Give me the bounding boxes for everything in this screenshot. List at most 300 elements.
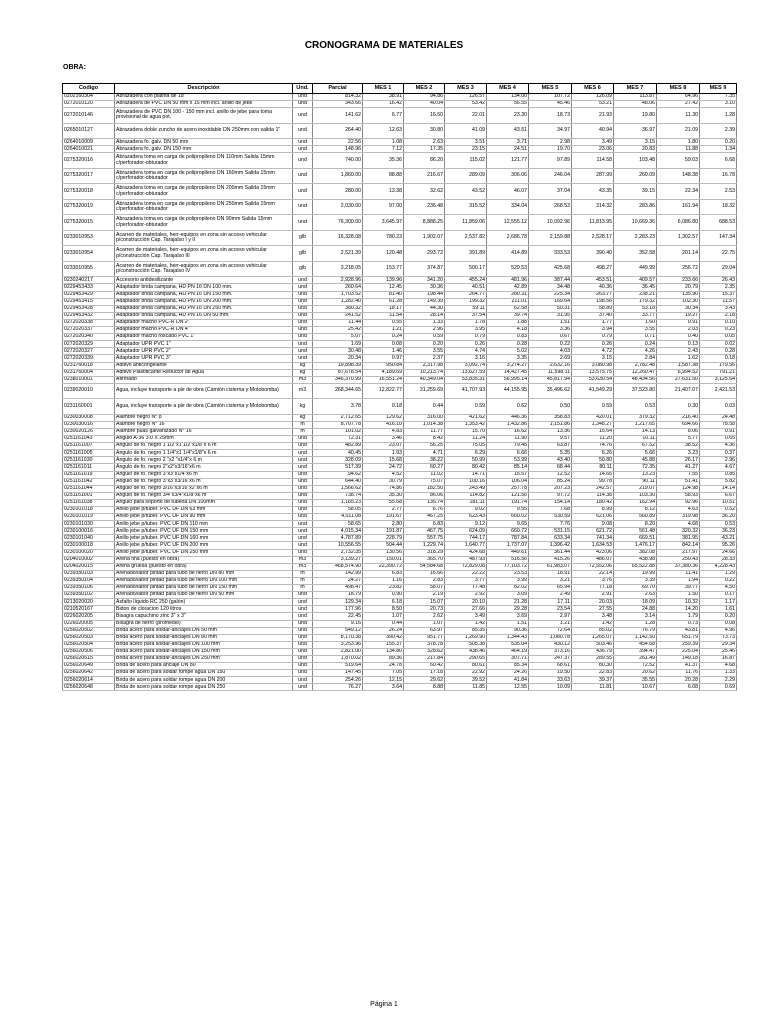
mes-4-value: 3.71 bbox=[487, 139, 529, 146]
mes-7-value: 409.57 bbox=[614, 277, 657, 284]
mes-7-value: 162.94 bbox=[614, 499, 657, 506]
mes-2-value: 293.72 bbox=[404, 246, 445, 262]
mes-4-value: 82.02 bbox=[487, 585, 529, 592]
item-unit: und bbox=[293, 478, 313, 485]
mes-5-value: 1,151.86 bbox=[529, 421, 572, 428]
item-unit: und bbox=[293, 677, 313, 684]
mes-5-value: 12.52 bbox=[529, 471, 572, 478]
mes-2-value: 15.07 bbox=[404, 599, 445, 606]
mes-2-value: 182.50 bbox=[404, 485, 445, 492]
mes-4-value: 42.89 bbox=[487, 284, 529, 291]
table-row bbox=[63, 613, 737, 620]
item-description: Agua, incluye transporte a pie de obra (Camión cisterna y Motobomba) bbox=[115, 399, 293, 415]
mes-5-value: 268.53 bbox=[529, 199, 572, 215]
item-description: Brida de acero para soldar rompe agua DN 150 bbox=[115, 670, 293, 677]
mes-6-value: 0.59 bbox=[572, 399, 614, 415]
mes-9-value: 7.35 bbox=[700, 94, 737, 101]
mes-7-value: 0.53 bbox=[614, 399, 657, 415]
mes-6-value: 72,552.06 bbox=[572, 563, 614, 570]
mes-6-value: 503.46 bbox=[572, 641, 614, 648]
mes-7-value: 18.09 bbox=[614, 599, 657, 606]
mes-3-value: 23.15 bbox=[445, 146, 487, 153]
mes-3-value: 11,859.06 bbox=[445, 215, 487, 231]
mes-6-value: 2.91 bbox=[572, 592, 614, 599]
mes-2-value: 1.07 bbox=[404, 620, 445, 627]
item-unit: und bbox=[293, 108, 313, 124]
mes-2-value: 54,584.68 bbox=[404, 563, 445, 570]
mes-1-value: 12.15 bbox=[363, 677, 404, 684]
mes-8-value: 217.97 bbox=[657, 549, 700, 556]
mes-9-value: 1.61 bbox=[700, 606, 737, 613]
mes-8-value: 14.20 bbox=[657, 606, 700, 613]
mes-7-value: 65,522.88 bbox=[614, 563, 657, 570]
item-unit: und bbox=[293, 655, 313, 662]
mes-1-value: 129.62 bbox=[363, 414, 404, 421]
table-row bbox=[63, 648, 737, 655]
mes-6-value: 3.48 bbox=[572, 613, 614, 620]
mes-1-value: 7.05 bbox=[363, 670, 404, 677]
item-description: Abrazadera fo. galv. DN 50 mm bbox=[115, 139, 293, 146]
mes-8-value: 5.77 bbox=[657, 436, 700, 443]
item-code: 0233010954 bbox=[63, 246, 115, 262]
mes-1-value: 4.83 bbox=[363, 428, 404, 435]
mes-2-value: 1,229.74 bbox=[404, 542, 445, 549]
mes-2-value: 4.71 bbox=[404, 450, 445, 457]
mes-5-value: 1.51 bbox=[529, 319, 572, 326]
item-code: 0251161042 bbox=[63, 478, 115, 485]
item-unit: kg bbox=[293, 414, 313, 421]
mes-9-value: 25.46 bbox=[700, 648, 737, 655]
mes-9-value: 0.52 bbox=[700, 507, 737, 514]
mes-8-value: 51.41 bbox=[657, 478, 700, 485]
item-code: 0251161038 bbox=[63, 499, 115, 506]
mes-1-value: 23.82 bbox=[363, 585, 404, 592]
mes-1-value: 61.28 bbox=[363, 298, 404, 305]
mes-2-value: 60.27 bbox=[404, 464, 445, 471]
mes-1-value: 416.10 bbox=[363, 421, 404, 428]
item-parcial: 9.16 bbox=[313, 620, 363, 627]
item-code: 0230101019 bbox=[63, 514, 115, 521]
mes-1-value: 38.91 bbox=[363, 94, 404, 101]
column-mes-9-header: MES 9 bbox=[700, 84, 737, 94]
mes-3-value: 3,092.74 bbox=[445, 362, 487, 369]
mes-5-value: 35,496.62 bbox=[529, 383, 572, 399]
item-description: Anillo jebe p/tuber. PVC UF DN 90 mm bbox=[115, 514, 293, 521]
item-code: 0275320019 bbox=[63, 199, 115, 215]
column-codigo-header: Codigo bbox=[63, 84, 115, 94]
mes-3-value: 2.92 bbox=[445, 592, 487, 599]
item-description: Arenado/labor pintad para tubo de fierro DN 150 mm bbox=[115, 585, 293, 592]
item-description: Anillo jebe p/tuber. PVC UF DN 200 mm bbox=[115, 542, 293, 549]
mes-7-value: 0.24 bbox=[614, 341, 657, 348]
mes-8-value: 27,631.50 bbox=[657, 376, 700, 383]
column-und-header: Und. bbox=[293, 84, 313, 94]
mes-9-value: 16.87 bbox=[700, 655, 737, 662]
item-code: 0213020020 bbox=[63, 599, 115, 606]
item-code: 0230100016 bbox=[63, 528, 115, 535]
item-description: Agua, incluye transporte a pie de obra (Camión cisterna y Motobomba) bbox=[115, 383, 293, 399]
mes-2-value: 467.25 bbox=[404, 514, 445, 521]
mes-6-value: 114.38 bbox=[572, 492, 614, 499]
mes-7-value: 260.09 bbox=[614, 168, 657, 184]
mes-7-value: 72.52 bbox=[614, 663, 657, 670]
mes-6-value: 114.58 bbox=[572, 153, 614, 169]
item-description: Adaptador macho roscado PVC 1" bbox=[115, 334, 293, 341]
mes-9-value: 2.35 bbox=[700, 284, 737, 291]
mes-1-value: 191.67 bbox=[363, 514, 404, 521]
mes-9-value: 0.18 bbox=[700, 355, 737, 362]
mes-8-value: 6,994.52 bbox=[657, 369, 700, 376]
item-code: 0251161019 bbox=[63, 471, 115, 478]
table-row bbox=[63, 139, 737, 146]
table-row bbox=[63, 663, 737, 670]
item-description: Angulo de fo. negro 3/4"x3/4"x1/8"x6 m bbox=[115, 492, 293, 499]
mes-9-value: 73.73 bbox=[700, 634, 737, 641]
mes-4-value: 21.28 bbox=[487, 599, 529, 606]
item-unit: und bbox=[293, 450, 313, 457]
table-row bbox=[63, 641, 737, 648]
item-parcial: 740.00 bbox=[313, 153, 363, 169]
mes-7-value: 39.15 bbox=[614, 184, 657, 200]
mes-2-value: 86.20 bbox=[404, 153, 445, 169]
item-code: 0230101018 bbox=[63, 507, 115, 514]
mes-5-value: 3.36 bbox=[529, 327, 572, 334]
item-unit: und bbox=[293, 641, 313, 648]
mes-5-value: 358.83 bbox=[529, 414, 572, 421]
table-row bbox=[63, 421, 737, 428]
item-parcial: 2,732.35 bbox=[313, 549, 363, 556]
mes-5-value: 10,092.96 bbox=[529, 215, 572, 231]
item-parcial: 18.79 bbox=[313, 592, 363, 599]
mes-3-value: 421.62 bbox=[445, 414, 487, 421]
mes-1-value: 6.18 bbox=[363, 599, 404, 606]
mes-3-value: 0.79 bbox=[445, 334, 487, 341]
mes-6-value: 436.79 bbox=[572, 648, 614, 655]
mes-4-value: 24.26 bbox=[487, 670, 529, 677]
mes-6-value: 3.49 bbox=[572, 139, 614, 146]
mes-9-value: 0.69 bbox=[700, 684, 737, 691]
mes-2-value: 316.00 bbox=[404, 414, 445, 421]
mes-3-value: 85.35 bbox=[445, 627, 487, 634]
mes-9-value: 179.56 bbox=[700, 362, 737, 369]
mes-2-value: 17.35 bbox=[404, 146, 445, 153]
mes-8-value: 124.98 bbox=[657, 485, 700, 492]
mes-4-value: 15.57 bbox=[487, 471, 529, 478]
item-description: Afirmado bbox=[115, 376, 293, 383]
table-row bbox=[63, 549, 737, 556]
table-row bbox=[63, 414, 737, 421]
item-unit: und bbox=[293, 123, 313, 139]
item-code: 0230020126 bbox=[63, 428, 115, 435]
item-unit: und bbox=[293, 606, 313, 613]
item-code: 0272020327 bbox=[63, 348, 115, 355]
item-code: 0229453433 bbox=[63, 284, 115, 291]
mes-6-value: 1,634.53 bbox=[572, 542, 614, 549]
mes-2-value: 2.62 bbox=[404, 613, 445, 620]
mes-6-value: 2,528.17 bbox=[572, 230, 614, 246]
item-code: 0272020339 bbox=[63, 355, 115, 362]
mes-2-value: 38.22 bbox=[404, 457, 445, 464]
mes-9-value: 10.51 bbox=[700, 499, 737, 506]
mes-7-value: 13.23 bbox=[614, 471, 657, 478]
table-row bbox=[63, 677, 737, 684]
mes-3-value: 4.74 bbox=[445, 348, 487, 355]
mes-7-value: 20.62 bbox=[614, 670, 657, 677]
mes-1-value: 4,189.69 bbox=[363, 369, 404, 376]
mes-2-value: 1,014.38 bbox=[404, 421, 445, 428]
mes-4-value: 14,427.45 bbox=[487, 369, 529, 376]
mes-3-value: 500.17 bbox=[445, 261, 487, 277]
item-code: 0238010001 bbox=[63, 376, 115, 383]
item-code: 0239350104 bbox=[63, 577, 115, 584]
mes-5-value: 4.03 bbox=[529, 348, 572, 355]
mes-9-value: 1.33 bbox=[700, 670, 737, 677]
mes-5-value: 19.50 bbox=[529, 670, 572, 677]
table-row bbox=[63, 376, 737, 383]
mes-9-value: 3,125.64 bbox=[700, 376, 737, 383]
table-row bbox=[63, 215, 737, 231]
mes-9-value: 28.33 bbox=[700, 556, 737, 563]
mes-3-value: 37.54 bbox=[445, 312, 487, 319]
item-description: Adaptador brida campana, HD PN 16 DN 250 mm. bbox=[115, 305, 293, 312]
item-parcial: 76,300.00 bbox=[313, 215, 363, 231]
item-code: 0233010955 bbox=[63, 261, 115, 277]
mes-8-value: 0.13 bbox=[657, 341, 700, 348]
mes-1-value: 8.50 bbox=[363, 606, 404, 613]
mes-2-value: 217.84 bbox=[404, 655, 445, 662]
item-description: Arenado/labor pintad para tubo de fierro DN 50 mm bbox=[115, 592, 293, 599]
table-row bbox=[63, 94, 737, 101]
mes-2-value: 31,259.69 bbox=[404, 383, 445, 399]
mes-2-value: 40,349.04 bbox=[404, 376, 445, 383]
item-code: 0256020506 bbox=[63, 648, 115, 655]
mes-1-value: 1.46 bbox=[363, 348, 404, 355]
mes-7-value: 352.58 bbox=[614, 246, 657, 262]
table-row bbox=[63, 199, 737, 215]
mes-1-value: 0.55 bbox=[363, 319, 404, 326]
item-unit: kg bbox=[293, 362, 313, 369]
mes-1-value: 120.48 bbox=[363, 246, 404, 262]
mes-6-value: 741.34 bbox=[572, 535, 614, 542]
mes-8-value: 1.62 bbox=[657, 355, 700, 362]
mes-7-value: 24.88 bbox=[614, 606, 657, 613]
mes-9-value: 0.20 bbox=[700, 613, 737, 620]
table-row bbox=[63, 341, 737, 348]
mes-5-value: 333.53 bbox=[529, 246, 572, 262]
mes-2-value: 236.48 bbox=[404, 199, 445, 215]
mes-7-value: 36.45 bbox=[614, 284, 657, 291]
mes-3-value: 77.48 bbox=[445, 585, 487, 592]
item-unit: und bbox=[293, 464, 313, 471]
mes-6-value: 20.03 bbox=[572, 599, 614, 606]
mes-8-value: 8.06 bbox=[657, 428, 700, 435]
mes-5-value: 207.23 bbox=[529, 485, 572, 492]
mes-4-value: 1,344.43 bbox=[487, 634, 529, 641]
table-row bbox=[63, 319, 737, 326]
mes-7-value: 10,669.36 bbox=[614, 215, 657, 231]
item-description: Anillo jebe p/tuber. PVC UF DN 63 mm bbox=[115, 507, 293, 514]
mes-4-value: 106.04 bbox=[487, 478, 529, 485]
mes-5-value: 430.12 bbox=[529, 641, 572, 648]
item-description: Alambre negro N° 16 bbox=[115, 421, 293, 428]
item-unit: m bbox=[293, 570, 313, 577]
mes-9-value: 0.20 bbox=[700, 139, 737, 146]
mes-8-value: 381.95 bbox=[657, 535, 700, 542]
table-row bbox=[63, 428, 737, 435]
mes-8-value: 135.90 bbox=[657, 291, 700, 298]
mes-8-value: 319.98 bbox=[657, 514, 700, 521]
mes-4-value: 44,155.95 bbox=[487, 383, 529, 399]
mes-3-value: 6.29 bbox=[445, 450, 487, 457]
table-row bbox=[63, 606, 737, 613]
item-parcial: 260.64 bbox=[313, 284, 363, 291]
mes-3-value: 391.89 bbox=[445, 246, 487, 262]
table-row bbox=[63, 168, 737, 184]
mes-3-value: 72,829.08 bbox=[445, 563, 487, 570]
mes-6-value: 40.94 bbox=[572, 123, 614, 139]
mes-7-value: 113.87 bbox=[614, 94, 657, 101]
mes-7-value: 2,283.23 bbox=[614, 230, 657, 246]
mes-2-value: 341.20 bbox=[404, 277, 445, 284]
mes-2-value: 16.66 bbox=[404, 570, 445, 577]
mes-2-value: 6.76 bbox=[404, 507, 445, 514]
item-description: Adaptador UPR PVC 3" bbox=[115, 355, 293, 362]
item-code: 0256020502 bbox=[63, 627, 115, 634]
item-description: Adaptador UPR PVC 1" bbox=[115, 341, 293, 348]
mes-6-value: 74.76 bbox=[572, 443, 614, 450]
mes-8-value: 41.27 bbox=[657, 464, 700, 471]
mes-8-value: 0.30 bbox=[657, 399, 700, 415]
item-unit: und bbox=[293, 528, 313, 535]
mes-2-value: 6.83 bbox=[404, 521, 445, 528]
item-code: 0275320016 bbox=[63, 153, 115, 169]
mes-6-value: 14.65 bbox=[572, 471, 614, 478]
item-code: 0229453428 bbox=[63, 305, 115, 312]
mes-6-value: 198.56 bbox=[572, 298, 614, 305]
mes-9-value: 6.67 bbox=[700, 492, 737, 499]
mes-5-value: 13.36 bbox=[529, 428, 572, 435]
table-row bbox=[63, 348, 737, 355]
mes-2-value: 32.62 bbox=[404, 184, 445, 200]
mes-3-value: 126.57 bbox=[445, 94, 487, 101]
mes-6-value: 486.07 bbox=[572, 556, 614, 563]
mes-7-value: 35.55 bbox=[614, 677, 657, 684]
mes-3-value: 1,269.90 bbox=[445, 634, 487, 641]
mes-8-value: 11.76 bbox=[657, 670, 700, 677]
mes-3-value: 80.61 bbox=[445, 663, 487, 670]
mes-1-value: 6.83 bbox=[363, 570, 404, 577]
item-description: Abrazadera toma en carga de polipropileno DN 110mm Salida 15mm c/perforador-obturador bbox=[115, 153, 293, 169]
mes-9-value: 36.20 bbox=[700, 514, 737, 521]
table-row bbox=[63, 355, 737, 362]
mes-8-value: 30.34 bbox=[657, 305, 700, 312]
item-code: 0230101040 bbox=[63, 535, 115, 542]
mes-2-value: 365.70 bbox=[404, 556, 445, 563]
mes-3-value: 455.24 bbox=[445, 277, 487, 284]
mes-5-value: 1,396.42 bbox=[529, 542, 572, 549]
item-description: Abrazadera fo. galv. DN 150 mm bbox=[115, 146, 293, 153]
mes-4-value: 85.14 bbox=[487, 464, 529, 471]
table-row bbox=[63, 123, 737, 139]
mes-4-value: 481.96 bbox=[487, 277, 529, 284]
table-row bbox=[63, 563, 737, 570]
mes-8-value: 20.28 bbox=[657, 677, 700, 684]
mes-9-value: 5.82 bbox=[700, 478, 737, 485]
mes-9-value: 2.53 bbox=[700, 184, 737, 200]
mes-5-value: 23.54 bbox=[529, 606, 572, 613]
mes-8-value: 320.32 bbox=[657, 528, 700, 535]
item-unit: und bbox=[293, 485, 313, 492]
mes-7-value: 0.71 bbox=[614, 334, 657, 341]
item-parcial: 380.32 bbox=[313, 305, 363, 312]
mes-1-value: 3.64 bbox=[363, 684, 404, 691]
mes-7-value: 379.32 bbox=[614, 414, 657, 421]
mes-2-value: 467.75 bbox=[404, 528, 445, 535]
mes-4-value: 77,103.72 bbox=[487, 563, 529, 570]
mes-5-value: 246.04 bbox=[529, 168, 572, 184]
mes-3-value: 438.46 bbox=[445, 648, 487, 655]
mes-3-value: 53.42 bbox=[445, 101, 487, 108]
mes-3-value: 50.99 bbox=[445, 457, 487, 464]
item-parcial: 5.07 bbox=[313, 334, 363, 341]
mes-4-value: 3.69 bbox=[487, 613, 529, 620]
mes-1-value: 1.07 bbox=[363, 613, 404, 620]
mes-1-value: 35.30 bbox=[363, 492, 404, 499]
item-code: 0272010146 bbox=[63, 108, 115, 124]
mes-2-value: 29.62 bbox=[404, 677, 445, 684]
mes-5-value: 68.44 bbox=[529, 464, 572, 471]
mes-2-value: 0.44 bbox=[404, 399, 445, 415]
mes-1-value: 0.24 bbox=[363, 334, 404, 341]
mes-2-value: 135.74 bbox=[404, 499, 445, 506]
mes-7-value: 90.11 bbox=[614, 478, 657, 485]
mes-4-value: 2,686.78 bbox=[487, 230, 529, 246]
mes-3-value: 744.17 bbox=[445, 535, 487, 542]
mes-8-value: 20.79 bbox=[657, 284, 700, 291]
mes-8-value: 0.40 bbox=[657, 334, 700, 341]
mes-1-value: 22,390.72 bbox=[363, 563, 404, 570]
mes-6-value: 37.40 bbox=[572, 312, 614, 319]
mes-7-value: 3.55 bbox=[614, 327, 657, 334]
item-unit: kg bbox=[293, 399, 313, 415]
item-description: Angulo para soporte de tuberia DN 100mm bbox=[115, 499, 293, 506]
item-unit: glb bbox=[293, 230, 313, 246]
mes-1-value: 74.86 bbox=[363, 485, 404, 492]
mes-2-value: 378.78 bbox=[404, 641, 445, 648]
mes-8-value: 149.18 bbox=[657, 655, 700, 662]
mes-9-value: 4.67 bbox=[700, 464, 737, 471]
mes-7-value: 2.63 bbox=[614, 592, 657, 599]
item-code: 0251161044 bbox=[63, 485, 115, 492]
item-description: Abrazadera con platina de 18" bbox=[115, 94, 293, 101]
mes-2-value: 56.25 bbox=[404, 443, 445, 450]
mes-4-value: 0.28 bbox=[487, 341, 529, 348]
item-code: 0251161005 bbox=[63, 450, 115, 457]
mes-1-value: 153.77 bbox=[363, 261, 404, 277]
mes-4-value: 3.09 bbox=[487, 592, 529, 599]
mes-5-value: 7.68 bbox=[529, 507, 572, 514]
item-description: Angulo de fo. negro 2"x2"x3/16"x6 m bbox=[115, 464, 293, 471]
item-code: 0256020648 bbox=[63, 684, 115, 691]
mes-1-value: 6.77 bbox=[363, 108, 404, 124]
mes-3-value: 1.78 bbox=[445, 319, 487, 326]
table-row bbox=[63, 684, 737, 691]
mes-7-value: 19.80 bbox=[614, 108, 657, 124]
mes-7-value: 12,260.47 bbox=[614, 369, 657, 376]
mes-9-value: 4.96 bbox=[700, 627, 737, 634]
mes-6-value: 3.76 bbox=[572, 577, 614, 584]
document-title: CRONOGRAMA DE MATERIALES bbox=[304, 40, 464, 51]
